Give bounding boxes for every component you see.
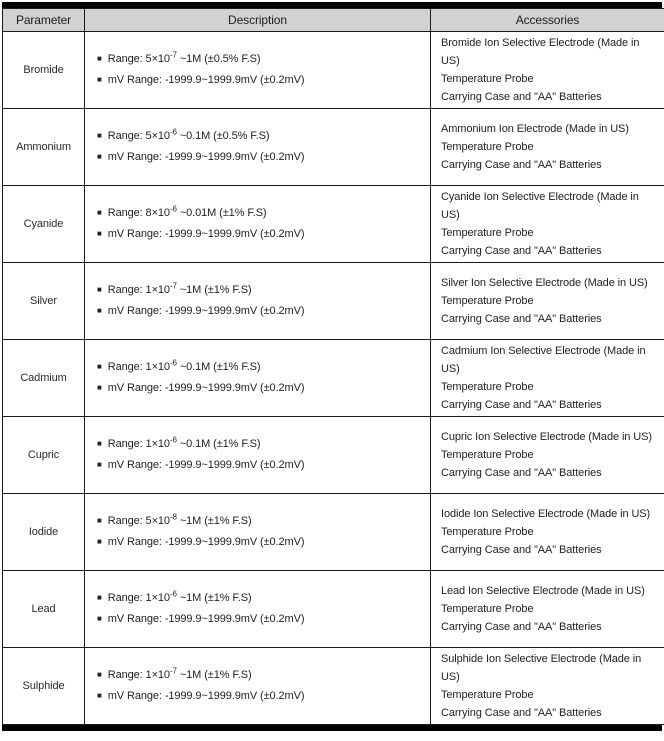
accessories-cell (431, 340, 664, 417)
bullet-square-icon: ■ (97, 306, 102, 315)
accessory-item: Temperature Probe (441, 73, 534, 85)
range-text-tail: ~1M (±1% F.S) (176, 515, 252, 527)
range-line (97, 280, 424, 301)
accessory-item: Temperature Probe (441, 526, 534, 538)
range-exponent: -7 (169, 666, 177, 676)
range-text-tail: ~1M (±0.5% F.S) (176, 53, 261, 65)
bullet-square-icon: ■ (97, 537, 102, 546)
range-line (97, 49, 424, 70)
range-exponent: -6 (169, 358, 177, 368)
mv-range-text: mV Range: -1999.9~1999.9mV (±0.2mV) (107, 613, 305, 625)
table-row (3, 417, 664, 494)
parameter-cell: Lead (3, 571, 85, 648)
range-exponent: -8 (169, 512, 177, 522)
bullet-square-icon: ■ (97, 383, 102, 392)
mv-range-line (97, 609, 424, 630)
range-text-tail: ~0.1M (±1% F.S) (176, 438, 261, 450)
parameter-cell: Cupric (3, 417, 85, 494)
spec-table-frame (2, 2, 662, 731)
accessory-item: Cadmium Ion Selective Electrode (Made in US) (441, 345, 646, 375)
bullet-square-icon: ■ (97, 285, 102, 294)
mv-range-line (97, 532, 424, 553)
accessory-item: Carrying Case and "AA" Batteries (441, 313, 602, 325)
mv-range-line (97, 70, 424, 91)
table-row (3, 32, 664, 109)
mv-range-text: mV Range: -1999.9~1999.9mV (±0.2mV) (107, 305, 305, 317)
accessory-item: Carrying Case and "AA" Batteries (441, 467, 602, 479)
column-header-parameter: Parameter (3, 9, 85, 32)
accessory-item: Carrying Case and "AA" Batteries (441, 91, 602, 103)
accessory-item: Sulphide Ion Selective Electrode (Made in US) (441, 653, 642, 683)
accessory-item: Ammonium Ion Electrode (Made in US) (441, 123, 629, 135)
accessories-cell (431, 32, 664, 109)
description-cell (85, 571, 431, 648)
accessory-item: Carrying Case and "AA" Batteries (441, 707, 602, 719)
table-row (3, 263, 664, 340)
range-text: Range: 8×10 (107, 207, 170, 219)
range-exponent: -7 (169, 50, 177, 60)
accessory-item: Carrying Case and "AA" Batteries (441, 544, 602, 556)
range-text: Range: 5×10 (107, 130, 170, 142)
range-exponent: -6 (169, 589, 177, 599)
range-text: Range: 1×10 (107, 669, 170, 681)
accessory-item: Iodide Ion Selective Electrode (Made in US) (441, 508, 651, 520)
column-header-accessories: Accessories (431, 9, 664, 32)
range-text: Range: 1×10 (107, 284, 170, 296)
table-row (3, 648, 664, 725)
range-text: Range: 5×10 (107, 515, 170, 527)
range-text: Range: 1×10 (107, 361, 170, 373)
range-exponent: -6 (169, 204, 177, 214)
description-cell (85, 32, 431, 109)
mv-range-text: mV Range: -1999.9~1999.9mV (±0.2mV) (107, 74, 305, 86)
accessory-item: Carrying Case and "AA" Batteries (441, 245, 602, 257)
range-line (97, 434, 424, 455)
accessories-cell (431, 571, 664, 648)
mv-range-line (97, 301, 424, 322)
parameter-cell: Iodide (3, 494, 85, 571)
bullet-square-icon: ■ (97, 439, 102, 448)
range-line (97, 126, 424, 147)
bullet-square-icon: ■ (97, 614, 102, 623)
description-cell (85, 263, 431, 340)
description-cell (85, 340, 431, 417)
accessories-cell (431, 109, 664, 186)
accessories-cell (431, 648, 664, 725)
range-exponent: -6 (169, 435, 177, 445)
range-text-tail: ~0.01M (±1% F.S) (176, 207, 267, 219)
mv-range-text: mV Range: -1999.9~1999.9mV (±0.2mV) (107, 459, 305, 471)
parameter-cell: Silver (3, 263, 85, 340)
bullet-square-icon: ■ (97, 516, 102, 525)
mv-range-text: mV Range: -1999.9~1999.9mV (±0.2mV) (107, 228, 305, 240)
accessory-item: Cyanide Ion Selective Electrode (Made in US) (441, 191, 639, 221)
mv-range-line (97, 686, 424, 707)
mv-range-line (97, 378, 424, 399)
range-exponent: -7 (169, 281, 177, 291)
header-row (3, 9, 664, 32)
parameter-cell: Cyanide (3, 186, 85, 263)
description-cell (85, 109, 431, 186)
bullet-square-icon: ■ (97, 75, 102, 84)
ion-electrode-spec-table (2, 8, 664, 725)
description-cell (85, 648, 431, 725)
range-line (97, 588, 424, 609)
accessory-item: Bromide Ion Selective Electrode (Made in US) (441, 37, 640, 67)
range-line (97, 203, 424, 224)
bullet-square-icon: ■ (97, 229, 102, 238)
mv-range-line (97, 455, 424, 476)
accessory-item: Temperature Probe (441, 381, 534, 393)
mv-range-text: mV Range: -1999.9~1999.9mV (±0.2mV) (107, 536, 305, 548)
range-text-tail: ~0.1M (±1% F.S) (176, 361, 261, 373)
bullet-square-icon: ■ (97, 460, 102, 469)
accessory-item: Temperature Probe (441, 295, 534, 307)
bullet-square-icon: ■ (97, 670, 102, 679)
range-text: Range: 5×10 (107, 53, 170, 65)
table-row (3, 494, 664, 571)
bullet-square-icon: ■ (97, 362, 102, 371)
accessory-item: Lead Ion Selective Electrode (Made in US) (441, 585, 645, 597)
bullet-square-icon: ■ (97, 208, 102, 217)
range-text-tail: ~0.1M (±0.5% F.S) (176, 130, 270, 142)
table-row (3, 340, 664, 417)
accessories-cell (431, 494, 664, 571)
description-cell (85, 494, 431, 571)
range-exponent: -6 (169, 127, 177, 137)
range-line (97, 665, 424, 686)
accessory-item: Temperature Probe (441, 689, 534, 701)
bullet-square-icon: ■ (97, 691, 102, 700)
accessory-item: Temperature Probe (441, 603, 534, 615)
accessory-item: Cupric Ion Selective Electrode (Made in US) (441, 431, 652, 443)
range-line (97, 511, 424, 532)
mv-range-text: mV Range: -1999.9~1999.9mV (±0.2mV) (107, 690, 305, 702)
accessory-item: Carrying Case and "AA" Batteries (441, 399, 602, 411)
mv-range-line (97, 224, 424, 245)
table-row (3, 109, 664, 186)
mv-range-text: mV Range: -1999.9~1999.9mV (±0.2mV) (107, 382, 305, 394)
parameter-cell: Sulphide (3, 648, 85, 725)
parameter-cell: Bromide (3, 32, 85, 109)
accessory-item: Silver Ion Selective Electrode (Made in US) (441, 277, 648, 289)
range-text: Range: 1×10 (107, 592, 170, 604)
bullet-square-icon: ■ (97, 131, 102, 140)
accessory-item: Temperature Probe (441, 449, 534, 461)
accessories-cell (431, 263, 664, 340)
bullet-square-icon: ■ (97, 152, 102, 161)
description-cell (85, 186, 431, 263)
table-row (3, 571, 664, 648)
description-cell (85, 417, 431, 494)
table-row (3, 186, 664, 263)
bullet-square-icon: ■ (97, 54, 102, 63)
accessory-item: Carrying Case and "AA" Batteries (441, 159, 602, 171)
range-line (97, 357, 424, 378)
parameter-cell: Cadmium (3, 340, 85, 417)
parameter-cell: Ammonium (3, 109, 85, 186)
mv-range-text: mV Range: -1999.9~1999.9mV (±0.2mV) (107, 151, 305, 163)
accessories-cell (431, 417, 664, 494)
range-text-tail: ~1M (±1% F.S) (176, 669, 252, 681)
accessory-item: Temperature Probe (441, 227, 534, 239)
accessory-item: Temperature Probe (441, 141, 534, 153)
accessories-cell (431, 186, 664, 263)
range-text-tail: ~1M (±1% F.S) (176, 284, 252, 296)
accessory-item: Carrying Case and "AA" Batteries (441, 621, 602, 633)
column-header-description: Description (85, 9, 431, 32)
range-text: Range: 1×10 (107, 438, 170, 450)
range-text-tail: ~1M (±1% F.S) (176, 592, 252, 604)
mv-range-line (97, 147, 424, 168)
bullet-square-icon: ■ (97, 593, 102, 602)
